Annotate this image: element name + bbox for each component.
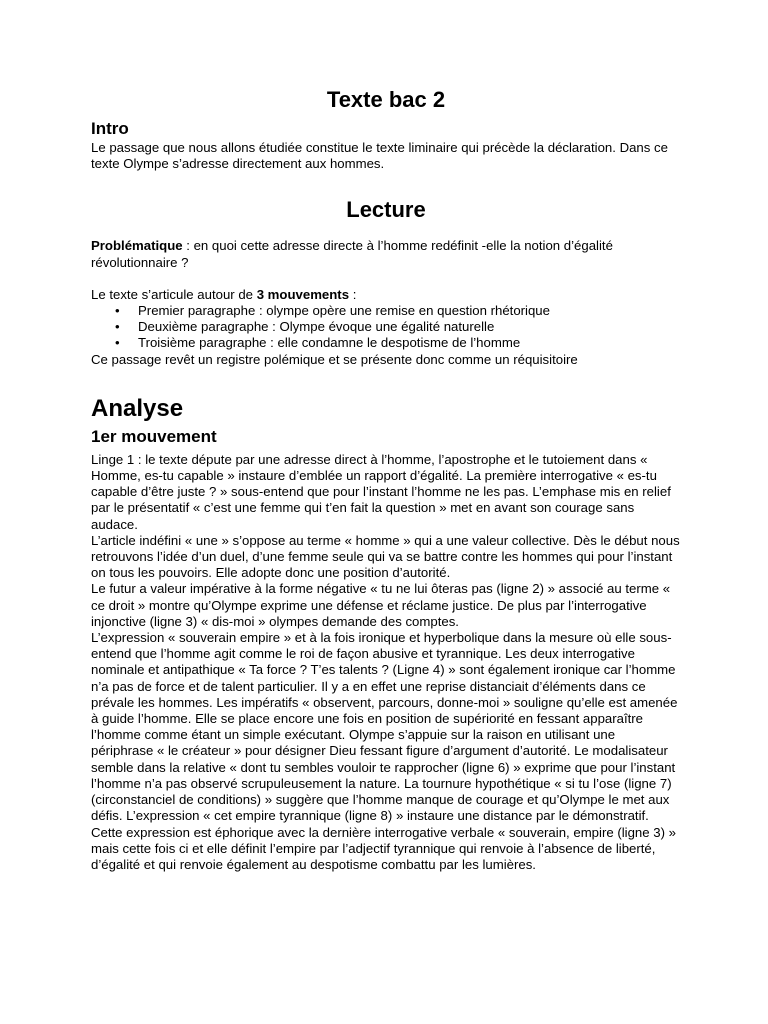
movement-1-heading: 1er mouvement	[91, 426, 217, 446]
analysis-paragraph: Linge 1 : le texte députe par une adresse direct à l’homme, l’apostrophe et le tutoiement dans « Homme, es-tu capable » instaure d’emblée un rapport d’égalité. La première interrogative « es-tu capable d’être juste ? » sous-entend que pour l’instant l’homme ne les pas. L’emphase mis en relief par le présentatif « c’est une femme qui t’en fait la question » met en avant son courage sans audace.	[91, 451, 671, 532]
lecture-conclusion: Ce passage revêt un registre polémique et se présente donc comme un réquisitoire	[91, 351, 578, 367]
analysis-paragraph: Le futur a valeur impérative à la forme négative « tu ne lui ôteras pas (ligne 2) » associé au terme « ce droit » montre qu’Olympe exprime une défense et réclame justice. De plus par l’interrogative injonctive (ligne 3) « dis-moi » olympes demande des comptes.	[91, 581, 671, 629]
bullet-icon: •	[115, 335, 120, 351]
bullet-icon: •	[115, 303, 120, 319]
list-item-text: Troisième paragraphe : elle condamne le despotisme de l’homme	[138, 335, 521, 351]
bullet-icon: •	[115, 319, 120, 335]
list-item	[91, 303, 681, 319]
analysis-paragraph: L’expression « souverain empire » et à la fois ironique et hyperbolique dans la mesure où elle sous-entend que l’homme agit comme le roi de façon abusive et tyrannique. Les deux interrogative nominale et antipathique « Ta force ? T’es talents ? (Ligne 4) » sont également ironique car l’homme n’a pas de force et de talent particulier. Il y a en effet une reprise distanciait d’éléments dans ce prévale les hommes. Les impératifs « observent, parcours, donne-moi » souligne qu’elle est amenée à guide l’homme. Elle se place encore une fois en position de supériorité en fessant apparaître l’homme comme étant un simple exécutant. Olympe s’appuie sur la raison en utilisant une périphrase « le créateur » pour désigner Dieu fessant figure d’argument d’autorité. Le modalisateur semble dans la relative « dont tu sembles vouloir te rapprocher (ligne 6) » exprime que pour l’instant l’homme n’a pas observé scrupuleusement la nature. La tournure hypothétique « si tu l’ose (ligne 7) (circonstanciel de conditions) » suggère que l’homme manque de courage et qu’Olympe le met aux défis. L’expression « cet empire tyrannique (ligne 8) » instaure une distance par le démonstratif. Cette expression est éphorique avec la dernière interrogative verbale « souverain, empire (ligne 3) » mais cette fois ci et elle définit l’empire par l’adjectif tyrannique qui renvoie à l’absence de liberté, d’égalité et qui renvoie également au despotisme combattu par les lumières.	[91, 630, 678, 872]
articulation-paragraph	[91, 287, 681, 303]
problematique-label: Problématique	[91, 238, 183, 254]
document-page	[91, 86, 681, 873]
movement-1-body	[91, 452, 681, 873]
articulation-prefix: Le texte s’articule autour de	[91, 286, 257, 302]
articulation-bold: 3 mouvements	[256, 286, 350, 302]
analysis-paragraph: L’article indéfini « une » s’oppose au terme « homme » qui a une valeur collective. Dès le début nous retrouvons l’idée d’un duel, d’une femme seule qui va se battre contre les hommes qui pour l’instant on tous les pouvoirs. Elle adopte donc une position d’autorité.	[91, 532, 680, 581]
list-item-text: Premier paragraphe : olympe opère une remise en question rhétorique	[138, 303, 550, 319]
problematique-paragraph	[91, 238, 681, 270]
list-item-text: Deuxième paragraphe : Olympe évoque une égalité naturelle	[138, 319, 495, 335]
analyse-heading: Analyse	[91, 394, 184, 422]
paragraph-spacer	[91, 271, 681, 287]
list-item	[91, 335, 681, 351]
movements-list	[91, 303, 681, 352]
page-title: Texte bac 2	[326, 87, 446, 112]
articulation-suffix: :	[349, 286, 357, 302]
problematique-text: : en quoi cette adresse directe à l’homme redéfinit -elle la notion d’égalité révolutionnaire ?	[91, 238, 613, 270]
list-item	[91, 319, 681, 335]
intro-heading: Intro	[91, 119, 129, 138]
lecture-heading: Lecture	[346, 197, 426, 223]
intro-paragraph: Le passage que nous allons étudiée constitue le texte liminaire qui précède la déclaration. Dans ce texte Olympe s’adresse directement aux hommes.	[91, 140, 668, 172]
